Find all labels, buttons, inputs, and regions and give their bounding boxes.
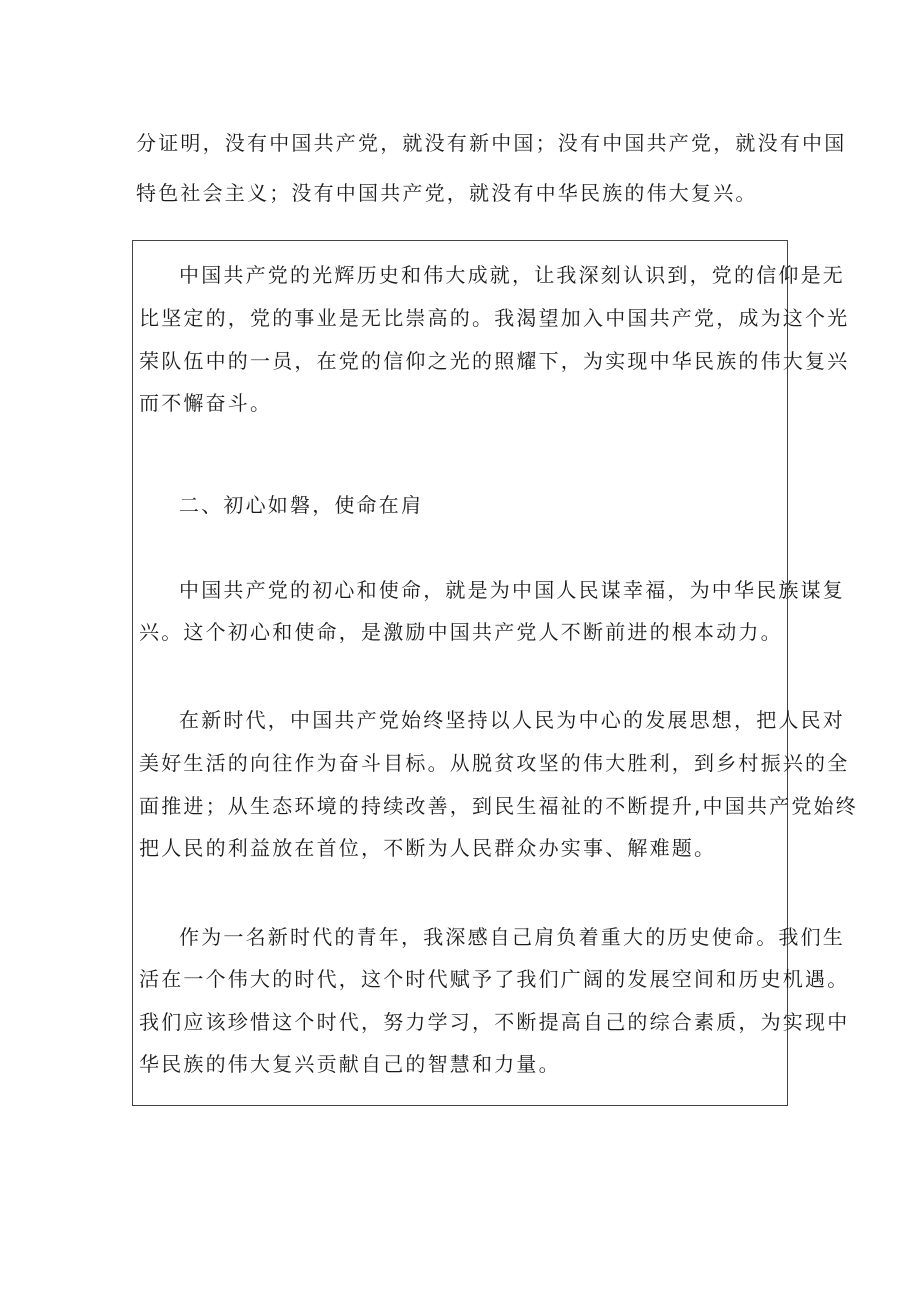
intro-paragraph (136, 118, 847, 218)
text-line: 把人民的利益放在首位，不断为人民群众办实事、解难题。 (139, 836, 717, 860)
text-line: 荣队伍中的一员，在党的信仰之光的照耀下，为实现中华民族的伟大复兴 (139, 349, 850, 373)
text-line: 分证明，没有中国共产党，就没有新中国；没有中国共产党，就没有中国 (136, 131, 847, 155)
text-line: 活在一个伟大的时代，这个时代赋予了我们广阔的发展空间和历史机遇。 (139, 967, 850, 991)
section-heading: 二、初心如磐，使命在肩 (179, 493, 424, 517)
text-line: 面推进；从生态环境的持续改善，到民生福祉的不断提升,中国共产党始终 (139, 794, 858, 818)
text-line: 中国共产党的光辉历史和伟大成就，让我深刻认识到，党的信仰是无 (179, 263, 845, 287)
bordered-text-box (132, 240, 858, 1106)
text-line: 而不懈奋斗。 (139, 391, 273, 415)
text-line: 兴。这个初心和使命，是激励中国共产党人不断前进的根本动力。 (139, 620, 783, 644)
text-line: 特色社会主义；没有中国共产党，就没有中华民族的伟大复兴。 (136, 181, 758, 205)
text-line: 中国共产党的初心和使命，就是为中国人民谋幸福，为中华民族谋复 (179, 578, 845, 602)
text-line: 比坚定的，党的事业是无比崇高的。我渴望加入中国共产党，成为这个光 (139, 306, 850, 330)
text-line: 在新时代，中国共产党始终坚持以人民为中心的发展思想，把人民对 (179, 708, 845, 732)
text-line: 我们应该珍惜这个时代，努力学习，不断提高自己的综合素质，为实现中 (139, 1010, 850, 1034)
text-line: 美好生活的向往作为奋斗目标。从脱贫攻坚的伟大胜利，到乡村振兴的全 (139, 751, 850, 775)
text-line: 作为一名新时代的青年，我深感自己肩负着重大的历史使命。我们生 (179, 925, 845, 949)
text-line: 华民族的伟大复兴贡献自己的智慧和力量。 (139, 1052, 561, 1076)
